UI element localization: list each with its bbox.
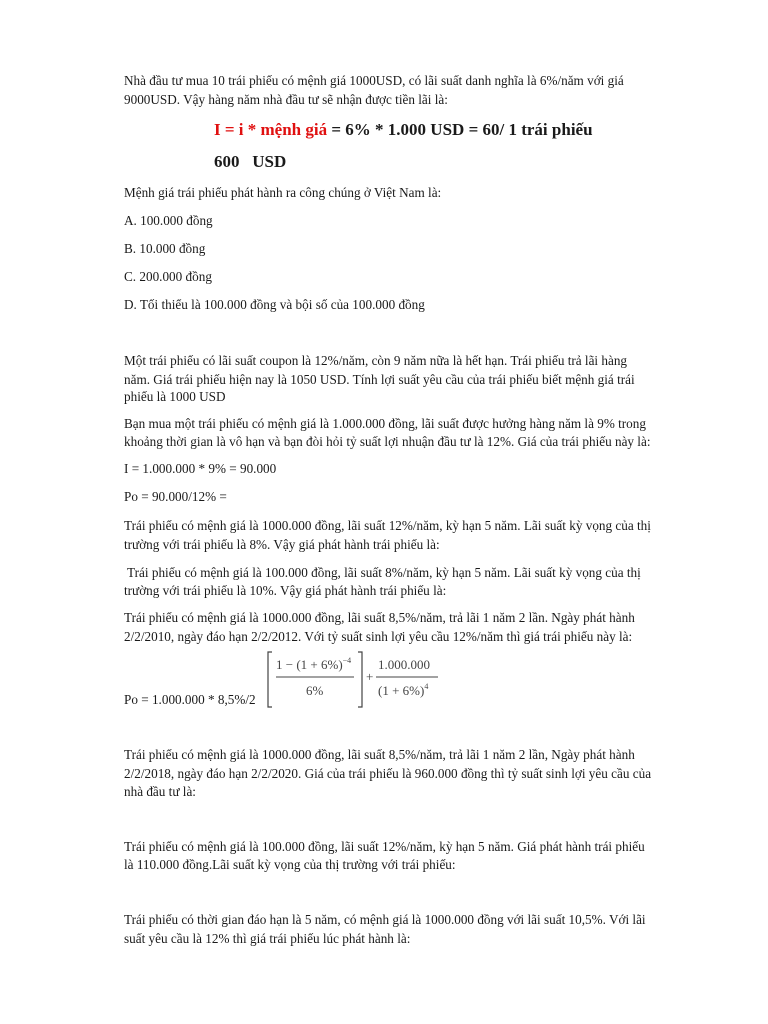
paragraph-line: Trái phiếu có mệnh giá là 100.000 đồng, lãi suất 8%/năm, kỳ hạn 5 năm. Lãi suất kỳ vọng của thị — [124, 565, 641, 580]
paragraph-line: Bạn mua một trái phiếu có mệnh giá là 1.000.000 đồng, lãi suất được hưởng hàng năm là 9% trong — [124, 416, 646, 431]
option-b: B. 10.000 đồng — [124, 241, 206, 256]
paragraph-line: trường với trái phiếu là 8%. Vậy giá phát hành trái phiếu là: — [124, 537, 440, 552]
fraction-2-denominator: $(1 + 6\%)^4$ — [378, 682, 429, 698]
paragraph-line: Nhà đầu tư mua 10 trái phiếu có mệnh giá 1000USD, có lãi suất danh nghĩa là 6%/năm với giá — [124, 73, 624, 88]
paragraph-line: là 110.000 đồng.Lãi suất kỳ vọng của thị trường với trái phiếu: — [124, 857, 456, 872]
calc-line: I = 1.000.000 * 9% = 90.000 — [124, 461, 277, 476]
paragraph-line: 2/2/2018, ngày đáo hạn 2/2/2020. Giá của trái phiếu là 960.000 đồng thì tỷ suất sinh lợi yêu cầu của — [124, 766, 652, 781]
paragraph-line: Trái phiếu có thời gian đáo hạn là 5 năm, có mệnh giá là 1000.000 đồng với lãi suất 10,5%. Với lãi — [124, 912, 646, 927]
paragraph-line: Một trái phiếu có lãi suất coupon là 12%/năm, còn 9 năm nữa là hết hạn. Trái phiếu trả lãi hàng — [124, 353, 628, 368]
plus-sign: + — [366, 669, 374, 684]
paragraph-line: 2/2/2010, ngày đáo hạn 2/2/2012. Với tỷ suất sinh lợi yêu cầu 12%/năm thì giá trái phiếu này là: — [124, 629, 633, 644]
paragraph-line: nhà đầu tư là: — [124, 784, 196, 799]
right-bracket — [358, 652, 362, 707]
formula-black-part: = 6% * 1.000 USD = 60/ 1 trái phiếu — [327, 120, 593, 139]
bond-price-formula — [266, 650, 442, 710]
left-bracket — [268, 652, 272, 707]
paragraph-line: Trái phiếu có mệnh giá là 100.000 đồng, lãi suất 12%/năm, kỳ hạn 5 năm. Giá phát hành trái phiếu — [124, 839, 645, 854]
fraction-2-numerator: 1.000.000 — [378, 657, 430, 672]
option-c: C. 200.000 đồng — [124, 269, 212, 284]
option-a: A. 100.000 đồng — [124, 213, 213, 228]
option-d: D. Tối thiểu là 100.000 đồng và bội số của 100.000 đồng — [124, 297, 425, 312]
fraction-1-denominator: 6% — [306, 683, 324, 698]
fraction-1-numerator: $1 - (1 + 6\%)^{-4}$ — [276, 656, 352, 672]
paragraph-line: suất yêu cầu là 12% thì giá trái phiếu lúc phát hành là: — [124, 931, 411, 946]
paragraph-line: 9000USD. Vậy hàng năm nhà đầu tư sẽ nhận được tiền lãi là: — [124, 92, 448, 107]
paragraph-line: trường với trái phiếu là 10%. Vậy giá phát hành trái phiếu là: — [124, 583, 447, 598]
formula-interest — [214, 120, 593, 140]
paragraph-line: phiếu là 1000 USD — [124, 389, 226, 404]
paragraph-line: năm. Giá trái phiếu hiện nay là 1050 USD. Tính lợi suất yêu cầu của trái phiếu biết mệnh giá trái — [124, 372, 635, 387]
paragraph-line: Trái phiếu có mệnh giá là 1000.000 đồng, lãi suất 8,5%/năm, trả lãi 1 năm 2 lần. Ngày phát hành — [124, 610, 635, 625]
paragraph-line: Trái phiếu có mệnh giá là 1000.000 đồng, lãi suất 8,5%/năm, trả lãi 1 năm 2 lần, Ngày phát hành — [124, 747, 635, 762]
formula-result: 600 USD — [214, 152, 287, 171]
calc-line: Po = 90.000/12% = — [124, 489, 227, 504]
formula-red-part: I = i * mệnh giá — [214, 120, 328, 139]
po-formula-text: Po = 1.000.000 * 8,5%/2 — [124, 692, 256, 707]
question-text: Mệnh giá trái phiếu phát hành ra công chúng ở Việt Nam là: — [124, 185, 442, 200]
paragraph-line: Trái phiếu có mệnh giá là 1000.000 đồng, lãi suất 12%/năm, kỳ hạn 5 năm. Lãi suất kỳ vọng của thị — [124, 518, 651, 533]
paragraph-line: khoảng thời gian là vô hạn và bạn đòi hỏi tỷ suất lợi nhuận đầu tư là 12%. Giá của trái phiếu này là: — [124, 434, 651, 449]
